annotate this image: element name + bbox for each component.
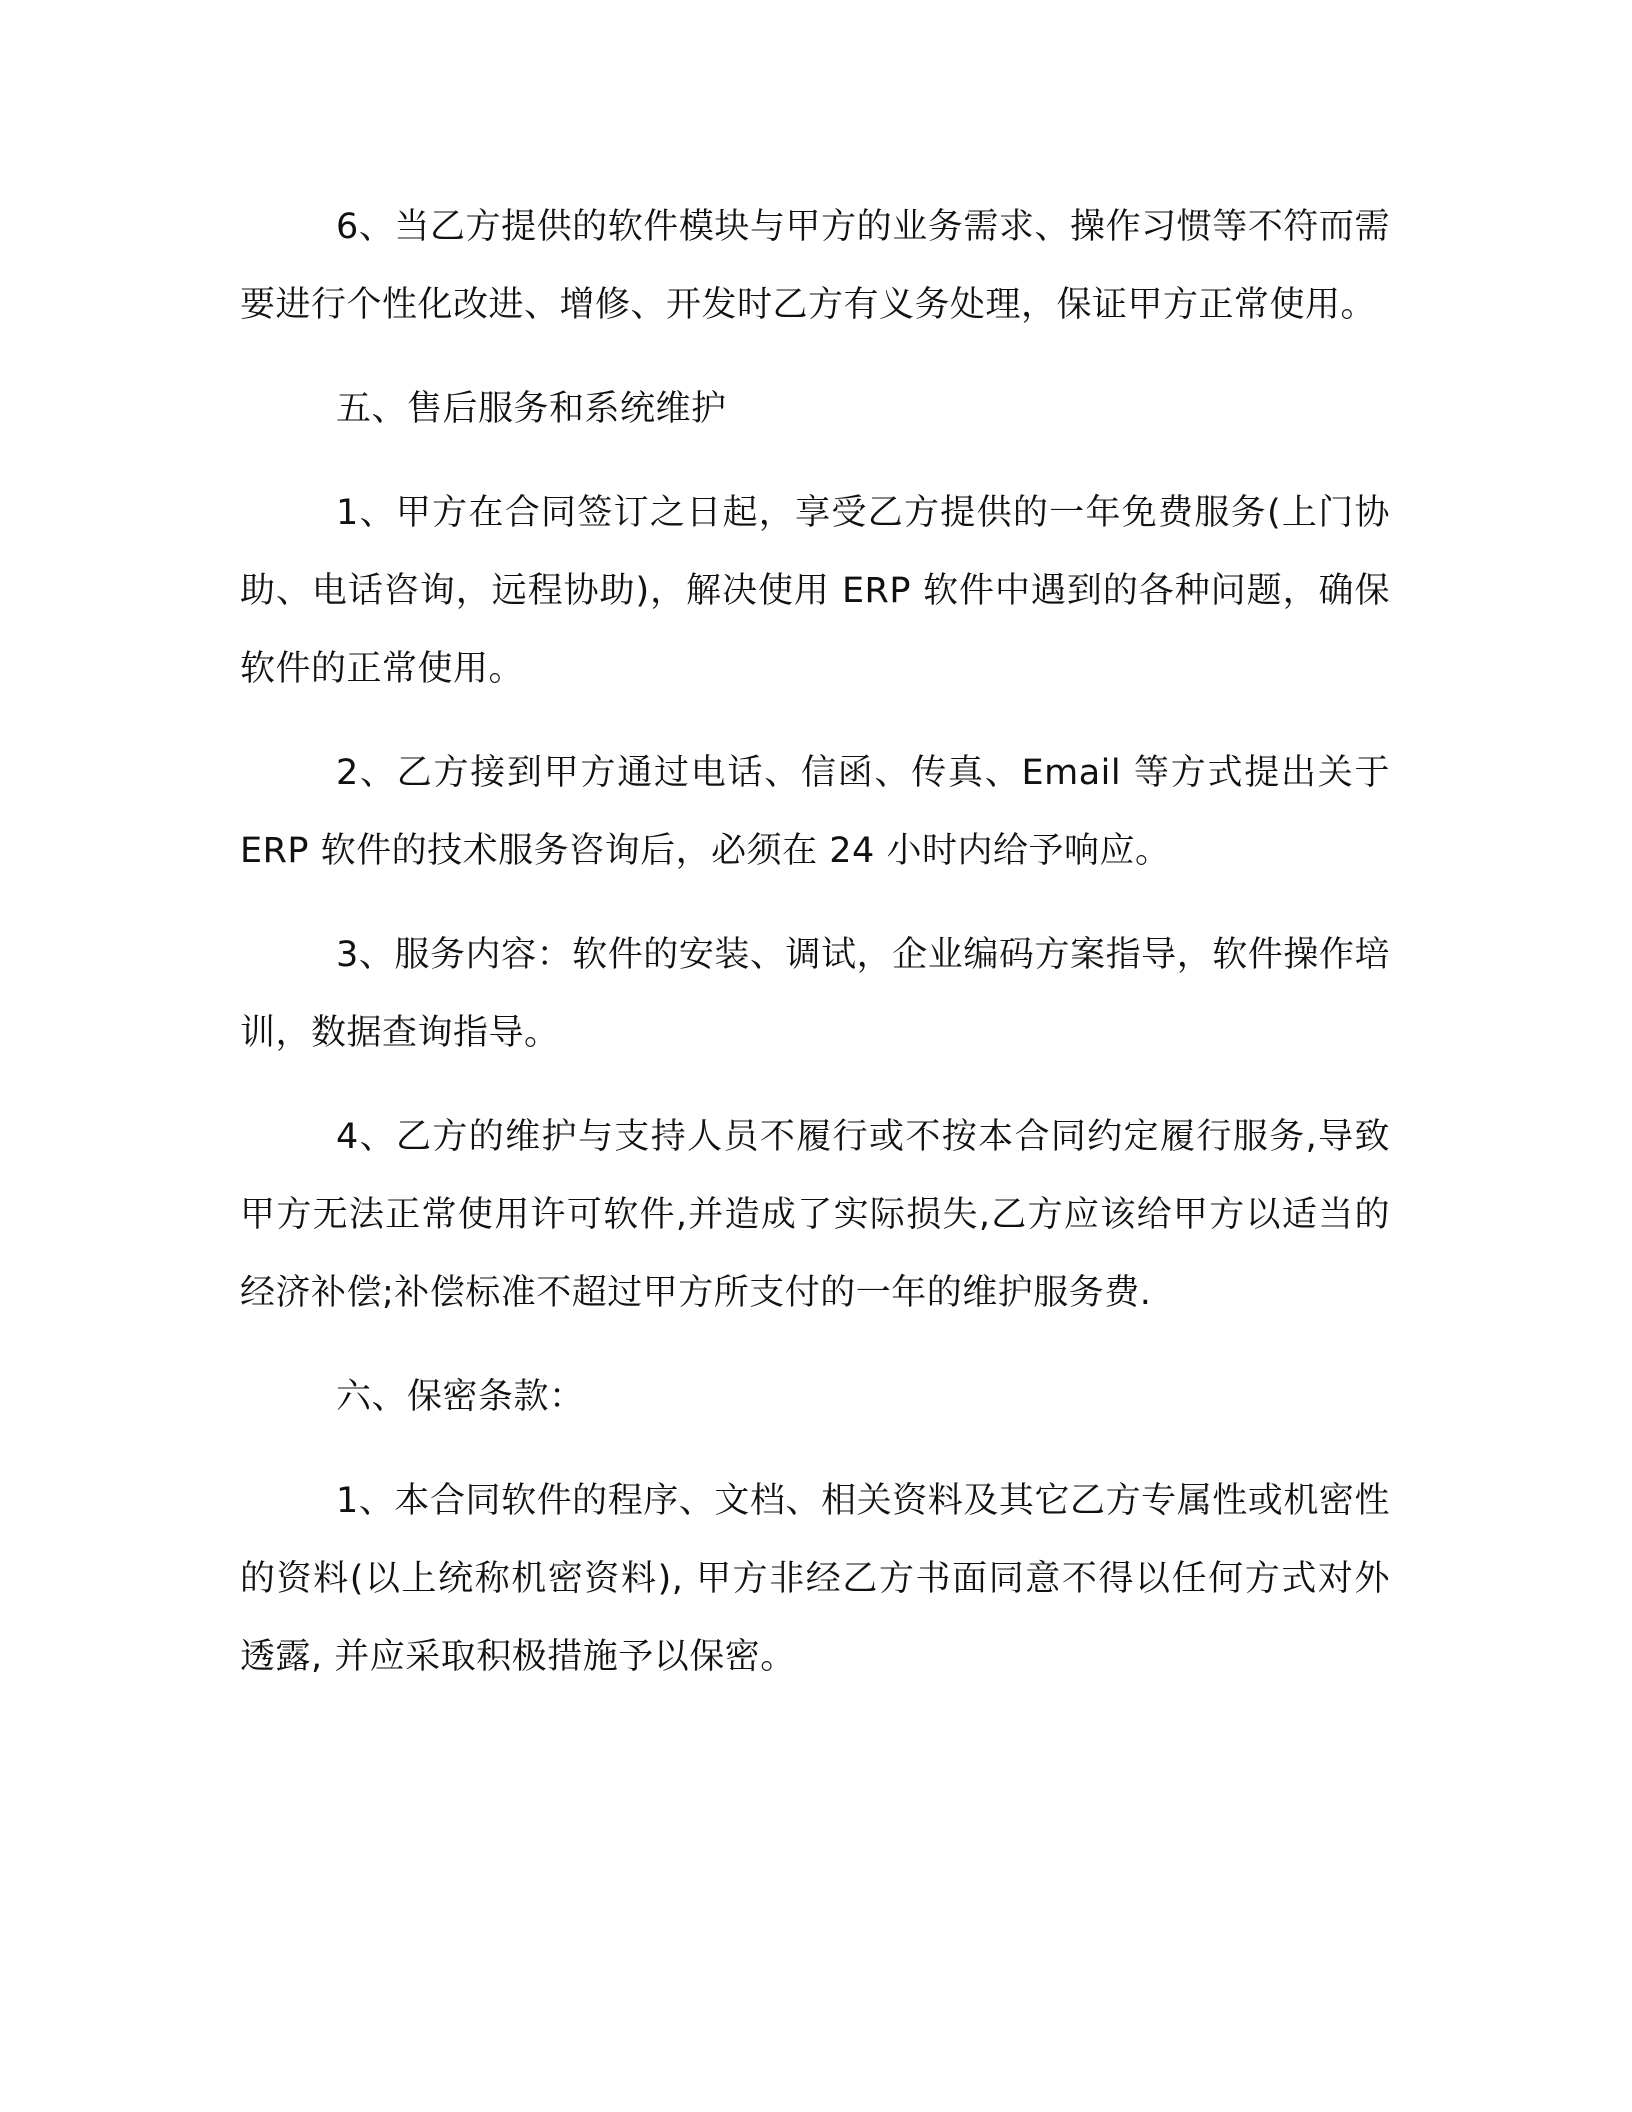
clause-6-paragraph: 6、当乙方提供的软件模块与甲方的业务需求、操作习惯等不符而需要进行个性化改进、增修、开发时乙方有义务处理，保证甲方正常使用。 (240, 207, 1390, 325)
section-5-heading: 五、售后服务和系统维护 (336, 389, 727, 429)
clause-5-3-paragraph: 3、服务内容：软件的安装、调试，企业编码方案指导，软件操作培训，数据查询指导。 (240, 935, 1390, 1053)
clause-6-1-paragraph: 1、本合同软件的程序、文档、相关资料及其它乙方专属性或机密性的资料(以上统称机密资料), 甲方非经乙方书面同意不得以任何方式对外透露, 并应采取积极措施予以保密。 (240, 1481, 1390, 1677)
document-body (240, 188, 1390, 1722)
clause-5-1-paragraph: 1、甲方在合同签订之日起，享受乙方提供的一年免费服务(上门协助、电话咨询，远程协助)，解决使用 ERP 软件中遇到的各种问题，确保软件的正常使用。 (240, 493, 1390, 689)
clause-5-4-paragraph: 4、乙方的维护与支持人员不履行或不按本合同约定履行服务,导致甲方无法正常使用许可软件,并造成了实际损失,乙方应该给甲方以适当的经济补偿;补偿标准不超过甲方所支付的一年的维护服务费. (240, 1117, 1390, 1313)
clause-5-2-paragraph: 2、乙方接到甲方通过电话、信函、传真、Email 等方式提出关于 ERP 软件的技术服务咨询后，必须在 24 小时内给予响应。 (240, 753, 1390, 871)
section-6-heading: 六、保密条款： (336, 1377, 585, 1417)
